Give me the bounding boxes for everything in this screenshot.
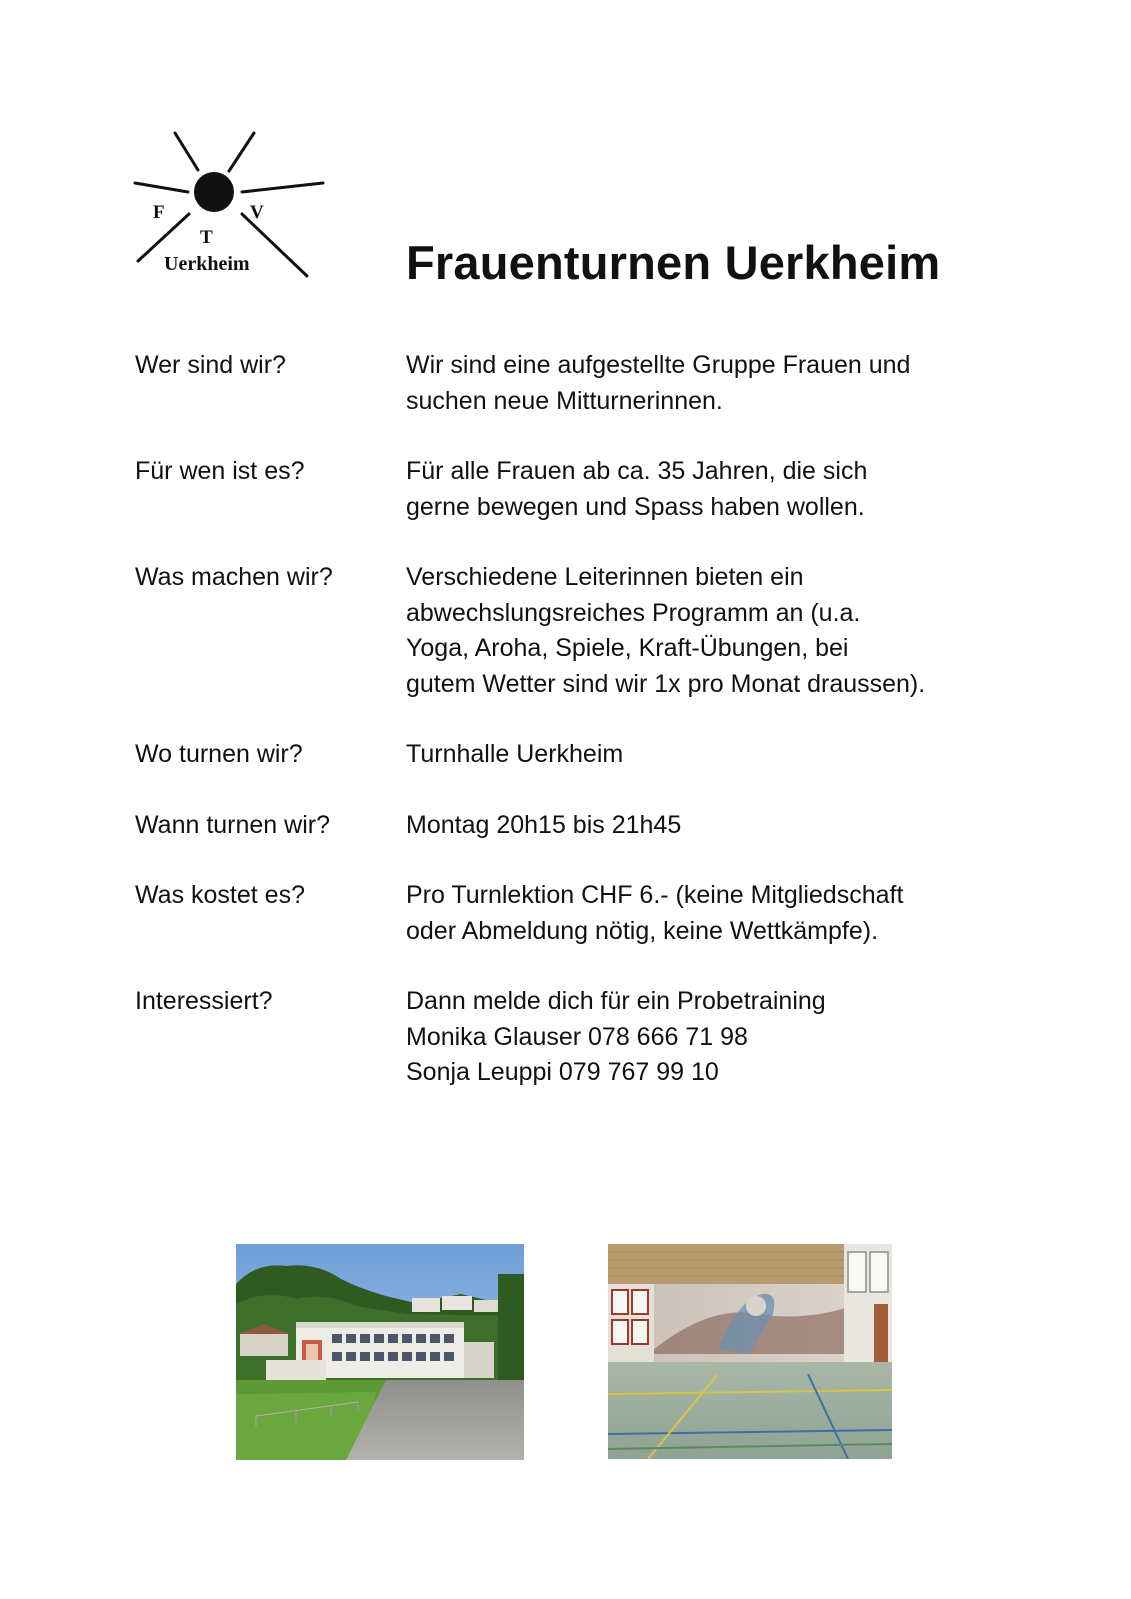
answer-text [406,984,1035,1091]
answer-line: Montag 20h15 bis 21h45 [406,810,682,839]
contact-sonja: Sonja Leuppi 079 767 99 10 [406,1058,719,1086]
answer-text [406,878,1035,949]
answer-text [406,737,1035,773]
school-building-photo [236,1244,524,1460]
answer-line: Turnhalle Uerkheim [406,740,624,768]
answer-line: gutem Wetter sind wir 1x pro Monat draussen). [406,669,926,698]
logo-letter-t: T [200,227,213,248]
answer-line: Verschiedene Leiterinnen bieten ein [406,563,804,591]
answer-line: Für alle Frauen ab ca. 35 Jahren, die sich [406,457,868,485]
question-label: Wo turnen wir? [135,740,303,768]
logo-letter-f: F [153,202,165,223]
page-title: Frauenturnen Uerkheim [406,236,941,289]
info-row-where [135,737,1035,773]
answer-line: Dann melde dich für ein Probetraining [406,987,826,1015]
answer-line: Wir sind eine aufgestellte Gruppe Frauen und [406,351,911,379]
answer-text [406,808,1035,844]
answer-line: abwechslungsreiches Programm an (u.a. [406,598,861,627]
answer-line: Yoga, Aroha, Spiele, Kraft-Übungen, bei [406,634,849,662]
answer-line: oder Abmeldung nötig, keine Wettkämpfe). [406,916,879,945]
logo-place-name: Uerkheim [164,253,250,275]
info-row-contact [135,984,1035,1091]
ftv-logo [130,128,330,288]
info-row-when [135,808,1035,844]
info-row-what [135,560,1035,702]
question-label: Interessiert? [135,987,273,1015]
answer-line: gerne bewegen und Spass haben wollen. [406,492,865,521]
question-label: Was kostet es? [135,881,305,909]
info-row-who [135,348,1035,419]
answer-line: suchen neue Mitturnerinnen. [406,386,723,415]
question-label: Wann turnen wir? [135,810,330,839]
question-label: Für wen ist es? [135,457,305,485]
answer-text [406,454,1035,525]
question-label: Wer sind wir? [135,351,286,379]
answer-line: Pro Turnlektion CHF 6.- (keine Mitgliedschaft [406,881,904,909]
gymnasium-interior-photo [608,1244,892,1459]
question-label: Was machen wir? [135,563,333,591]
info-row-for-whom [135,454,1035,525]
answer-text [406,560,1035,702]
info-list [135,348,1035,1126]
logo-letter-v: V [250,202,264,223]
answer-text [406,348,1035,419]
info-row-cost [135,878,1035,949]
contact-monika: Monika Glauser 078 666 71 98 [406,1022,748,1051]
